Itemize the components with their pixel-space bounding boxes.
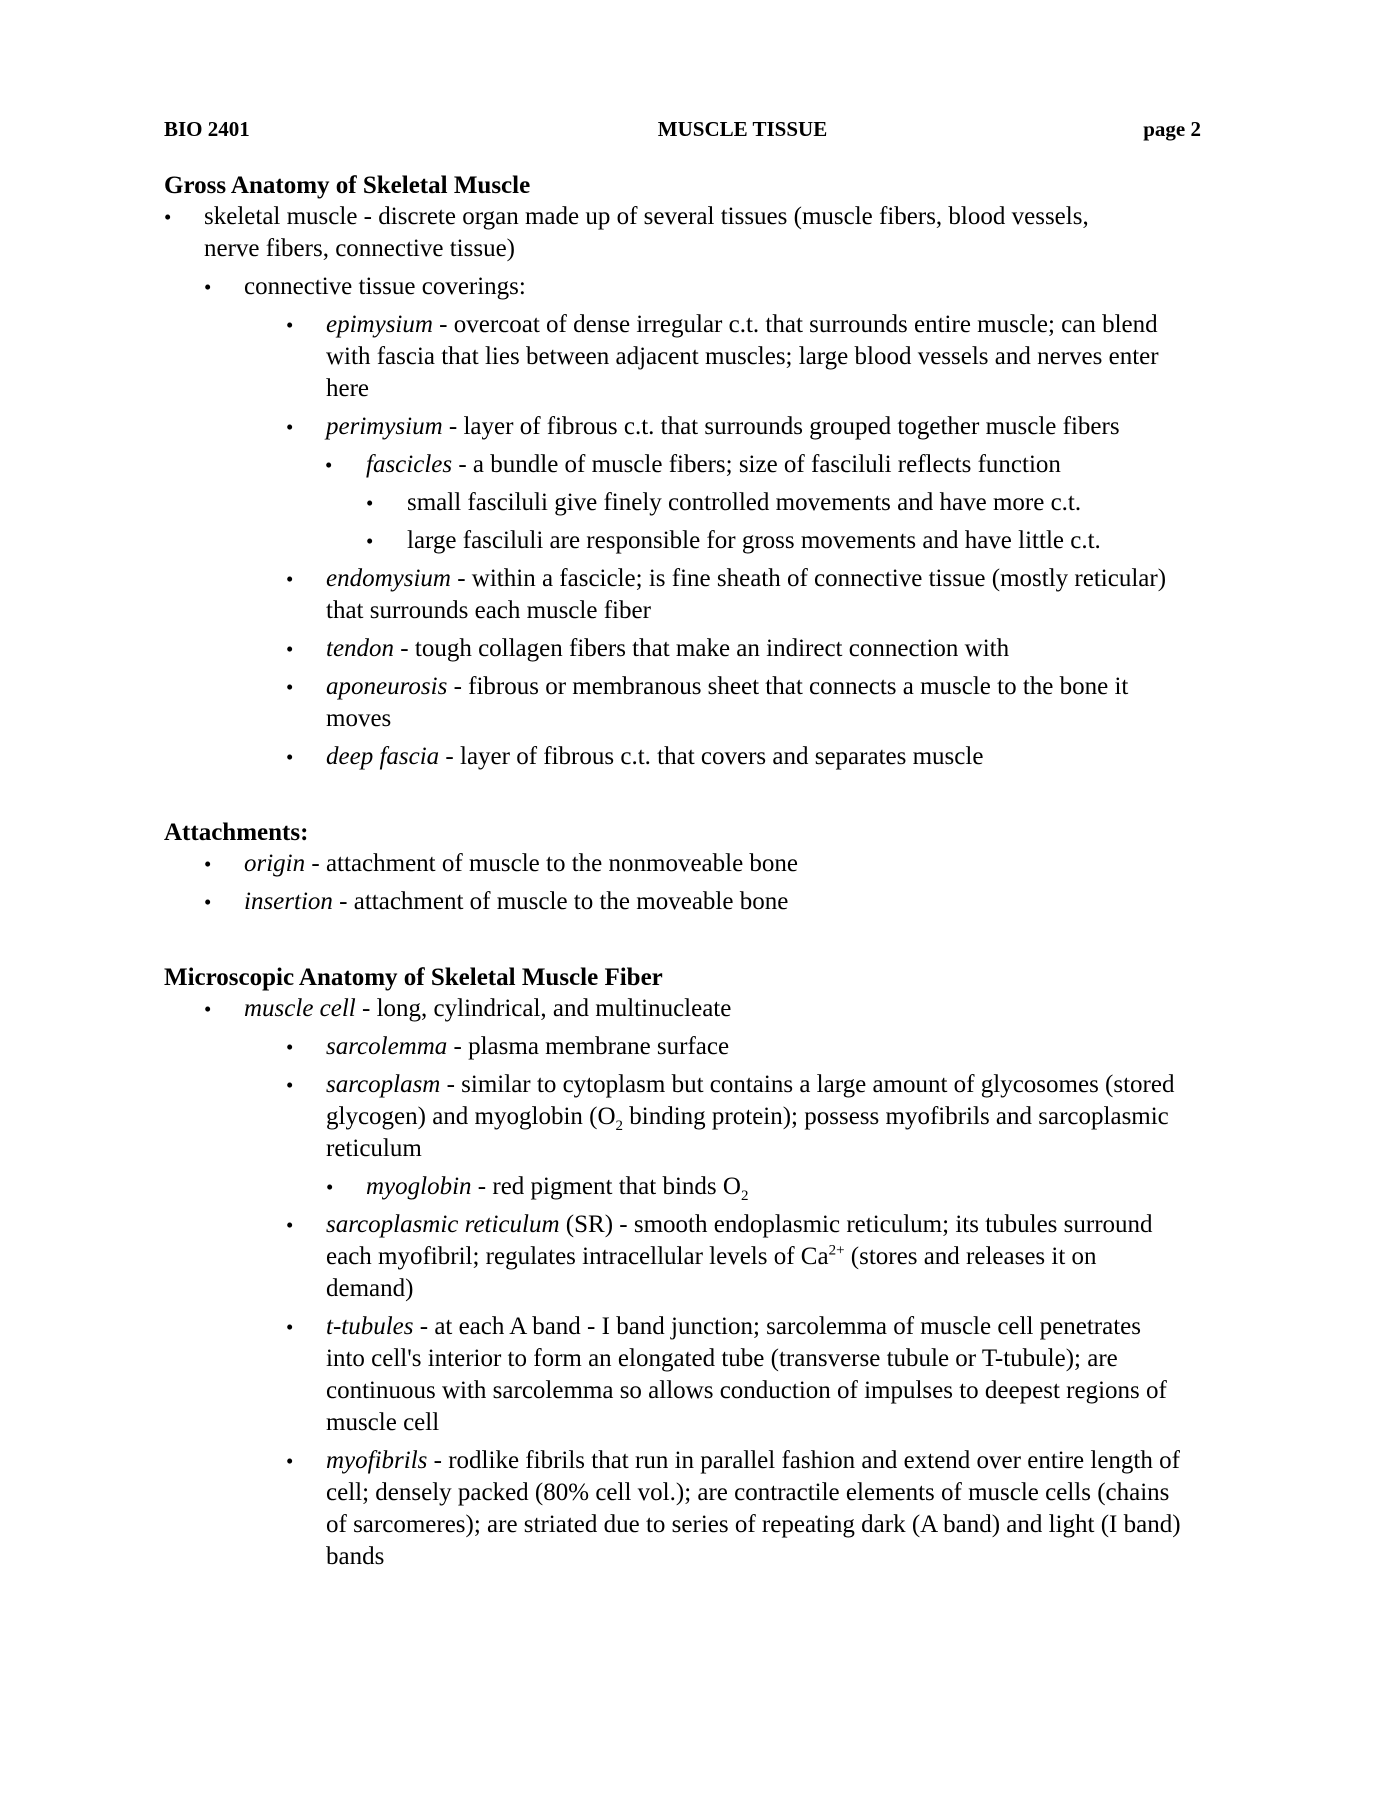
item-text: - red pigment that binds O [471,1173,741,1200]
item-text: connective tissue coverings: [244,273,526,300]
bullet-icon: • [286,313,294,337]
list-item-origin [164,848,1234,880]
list-item-insertion [164,886,1234,918]
term: myofibrils [326,1447,428,1474]
list-item-endomysium [164,563,1234,627]
bullet-icon: • [286,637,294,661]
term: t-tubules [326,1313,414,1340]
item-text: - attachment of muscle to the nonmoveable bone [305,850,799,877]
term: sarcoplasm [326,1071,441,1098]
term: tendon [326,635,395,662]
list-item-large-fasciluli [164,525,1234,557]
list-item-perimysium [164,411,1234,443]
item-text: - similar to cytoplasm but contains a large amount of glycosomes (stored [440,1071,1175,1098]
bullet-icon: • [366,491,374,515]
subscript: 2 [615,1118,624,1134]
list-item-t-tubules [164,1311,1234,1439]
list-item-skeletal-muscle [164,201,1234,265]
item-text: reticulum [326,1135,422,1162]
bullet-icon: • [204,852,212,876]
bullet-icon: • [286,745,294,769]
bullet-icon: • [204,890,212,914]
bullet-icon: • [286,1449,294,1473]
item-text: cell; densely packed (80% cell vol.); are contractile elements of muscle cells (chains [326,1479,1170,1506]
bullet-icon: • [286,1035,294,1059]
item-text: - plasma membrane surface [447,1033,730,1060]
item-text: - a bundle of muscle fibers; size of fasciluli reflects function [452,451,1061,478]
item-text: bands [326,1543,385,1570]
item-text: that surrounds each muscle fiber [326,597,651,624]
list-item-sarcoplasm [164,1069,1234,1165]
section-heading-microscopic-anatomy: Microscopic Anatomy of Skeletal Muscle Fiber [164,964,663,991]
term: endomysium [326,565,451,592]
item-text: - tough collagen fibers that make an indirect connection with [394,635,1010,662]
item-text: - rodlike fibrils that run in parallel fashion and extend over entire length of [427,1447,1180,1474]
subscript: 2 [740,1188,749,1204]
section-heading-gross-anatomy: Gross Anatomy of Skeletal Muscle [164,172,531,199]
course-code: BIO 2401 [164,117,250,141]
bullet-icon: • [286,1073,294,1097]
superscript: 2+ [828,1242,845,1259]
item-text: moves [326,705,392,732]
term: sarcolemma [326,1033,448,1060]
list-item-epimysium [164,309,1234,405]
bullet-icon: • [286,567,294,591]
bullet-icon: • [326,1175,334,1199]
bullet-icon: • [366,529,374,553]
item-text: - overcoat of dense irregular c.t. that surrounds entire muscle; can blend [432,311,1158,338]
bullet-icon: • [286,1213,294,1237]
item-text: (stores and releases it on [844,1243,1097,1270]
list-item-muscle-cell [164,993,1234,1025]
item-text: demand) [326,1275,414,1302]
list-item-myofibrils [164,1445,1234,1573]
term: origin [244,850,306,877]
item-text: - layer of fibrous c.t. that surrounds grouped together muscle fibers [442,413,1120,440]
list-item-aponeurosis [164,671,1234,735]
section-heading-attachments: Attachments: [164,819,309,846]
item-text: - layer of fibrous c.t. that covers and separates muscle [439,743,984,770]
item-text: large fasciluli are responsible for gross movements and have little c.t. [407,527,1101,554]
list-item-sarcoplasmic-reticulum [164,1209,1234,1305]
item-text: - attachment of muscle to the moveable bone [332,888,789,915]
document-body [164,170,1234,1579]
list-item-connective-tissue-coverings [164,271,1234,303]
term: insertion [244,888,333,915]
list-item-small-fasciluli [164,487,1234,519]
page-number: page 2 [1143,117,1201,141]
list-item-myoglobin [164,1171,1234,1203]
item-text: - within a fascicle; is fine sheath of connective tissue (mostly reticular) [450,565,1167,592]
item-text: into cell's interior to form an elongated tube (transverse tubule or T-tubule); are [326,1345,1118,1372]
item-text: binding protein); possess myofibrils and sarcoplasmic [623,1103,1169,1130]
term: deep fascia [326,743,440,770]
term: myoglobin [366,1173,472,1200]
list-item-sarcolemma [164,1031,1234,1063]
list-item-tendon [164,633,1234,665]
bullet-icon: • [204,997,212,1021]
term: muscle cell [244,995,356,1022]
item-text: nerve fibers, connective tissue) [204,235,515,262]
item-text: each myofibril; regulates intracellular levels of Ca [326,1243,829,1270]
bullet-icon: • [325,453,333,477]
item-text: continuous with sarcolemma so allows conduction of impulses to deepest regions of [326,1377,1167,1404]
term: sarcoplasmic reticulum [326,1211,560,1238]
bullet-icon: • [286,675,294,699]
item-text: of sarcomeres); are striated due to series of repeating dark (A band) and light (I band) [326,1511,1181,1538]
term: aponeurosis [326,673,448,700]
bullet-icon: • [164,205,172,229]
item-text: - fibrous or membranous sheet that connects a muscle to the bone it [447,673,1129,700]
term: epimysium [326,311,433,338]
item-text: with fascia that lies between adjacent muscles; large blood vessels and nerves enter [326,343,1159,370]
bullet-icon: • [286,1315,294,1339]
list-item-deep-fascia [164,741,1234,773]
item-text: skeletal muscle - discrete organ made up of several tissues (muscle fibers, blood vessels, [204,203,1089,230]
item-text: small fasciluli give finely controlled movements and have more c.t. [407,489,1082,516]
item-text: glycogen) and myoglobin (O [326,1103,616,1130]
list-item-fascicles [164,449,1234,481]
item-text: muscle cell [326,1409,440,1436]
term: fascicles [366,451,453,478]
item-text: (SR) - smooth endoplasmic reticulum; its tubules surround [559,1211,1153,1238]
document-title: MUSCLE TISSUE [657,117,828,141]
term: perimysium [326,413,443,440]
item-text: here [326,375,370,402]
bullet-icon: • [286,415,294,439]
bullet-icon: • [204,275,212,299]
item-text: - at each A band - I band junction; sarcolemma of muscle cell penetrates [413,1313,1142,1340]
item-text: - long, cylindrical, and multinucleate [355,995,732,1022]
